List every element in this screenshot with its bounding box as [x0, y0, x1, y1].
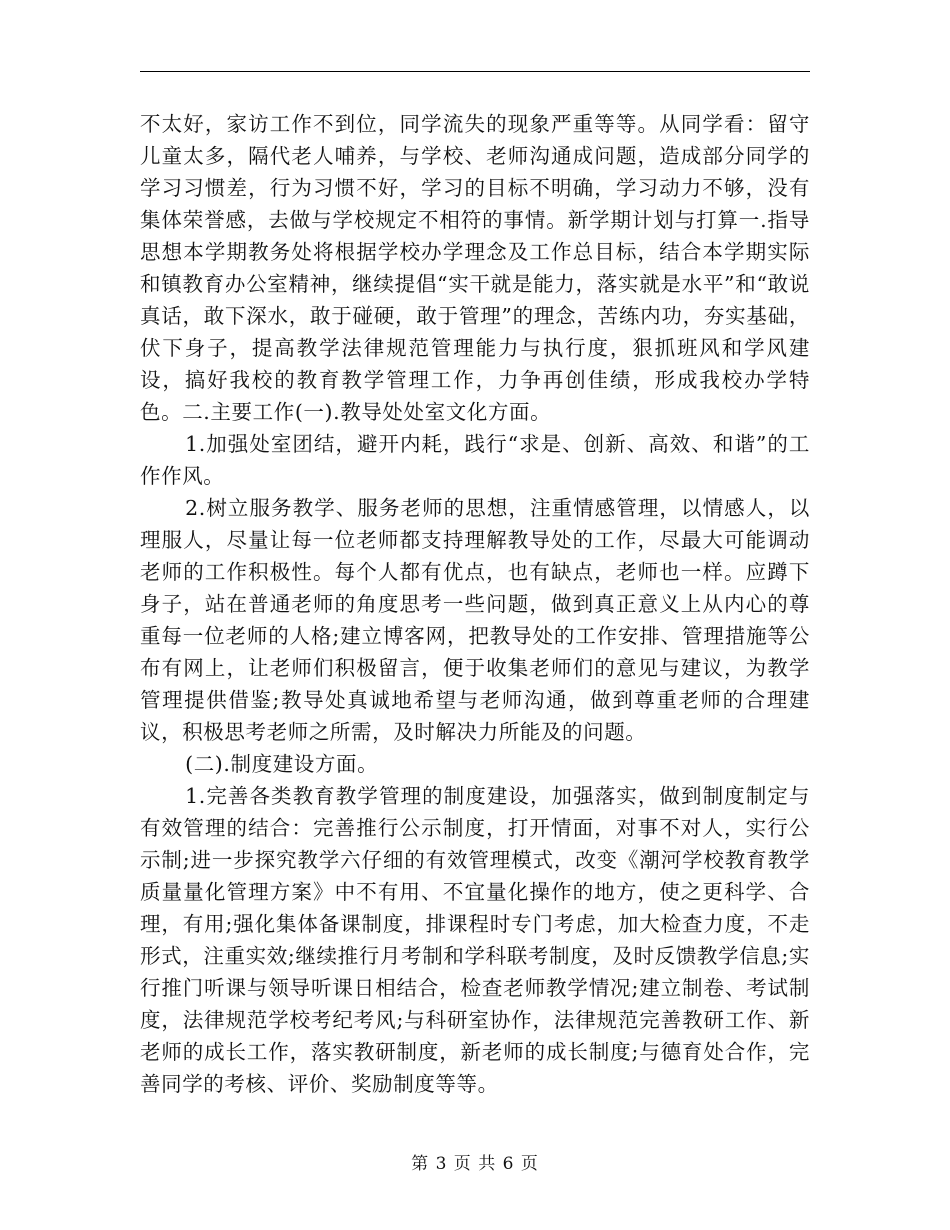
paragraph-1: 不太好，家访工作不到位，同学流失的现象严重等等。从同学看：留守儿童太多，隔代老人哺养，与学校、老师沟通成问题，造成部分同学的学习习惯差，行为习惯不好，学习的目标不明确，学习动力不够，没有集体荣誉感，去做与学校规定不相符的事情。新学期计划与打算一.指导思想本学期教务处将根据学校办学理念及工作总目标，结合本学期实际和镇教育办公室精神，继续提倡“实干就是能力，落实就是水平”和“敢说真话，敢下深水，敢于碰硬，敢于管理”的理念，苦练内功，夯实基础，伏下身子，提高教学法律规范管理能力与执行度，狠抓班风和学风建设，搞好我校的教育教学管理工作，力争再创佳绩，形成我校办学特色。二.主要工作(一).教导处处室文化方面。 — [140, 112, 810, 424]
paragraph-4: (二).制度建设方面。 — [185, 752, 379, 776]
paragraph-2: 1.加强处室团结，避开内耗，践行“求是、创新、高效、和谐”的工作作风。 — [140, 432, 810, 488]
header-rule — [140, 71, 810, 72]
paragraph-3: 2.树立服务教学、服务老师的思想，注重情感管理，以情感人，以理服人，尽量让每一位老师都支持理解教导处的工作，尽最大可能调动老师的工作积极性。每个人都有优点，也有缺点，老师也一样。应蹲下身子，站在普通老师的角度思考一些问题，做到真正意义上从内心的尊重每一位老师的人格;建立博客网，把教导处的工作安排、管理措施等公布有网上，让老师们积极留言，便于收集老师们的意见与建议，为教学管理提供借鉴;教导处真诚地希望与老师沟通，做到尊重老师的合理建议，积极思考老师之所需，及时解决力所能及的问题。 — [140, 496, 810, 744]
paragraph-5: 1.完善各类教育教学管理的制度建设，加强落实，做到制度制定与有效管理的结合：完善推行公示制度，打开情面，对事不对人，实行公示制;进一步探究教学六仔细的有效管理模式，改变《潮河学校教育教学质量量化管理方案》中不有用、不宜量化操作的地方，使之更科学、合理，有用;强化集体备课制度，排课程时专门考虑，加大检查力度，不走形式，注重实效;继续推行月考制和学科联考制度，及时反馈教学信息;实行推门听课与领导听课日相结合，检查老师教学情况;建立制卷、考试制度，法律规范学校考纪考风;与科研室协作，法律规范完善教研工作、新老师的成长工作，落实教研制度，新老师的成长制度;与德育处合作，完善同学的考核、评价、奖励制度等等。 — [140, 784, 810, 1096]
page-number-footer: 第 3 页 共 6 页 — [411, 1154, 539, 1174]
document-body — [140, 108, 810, 1100]
